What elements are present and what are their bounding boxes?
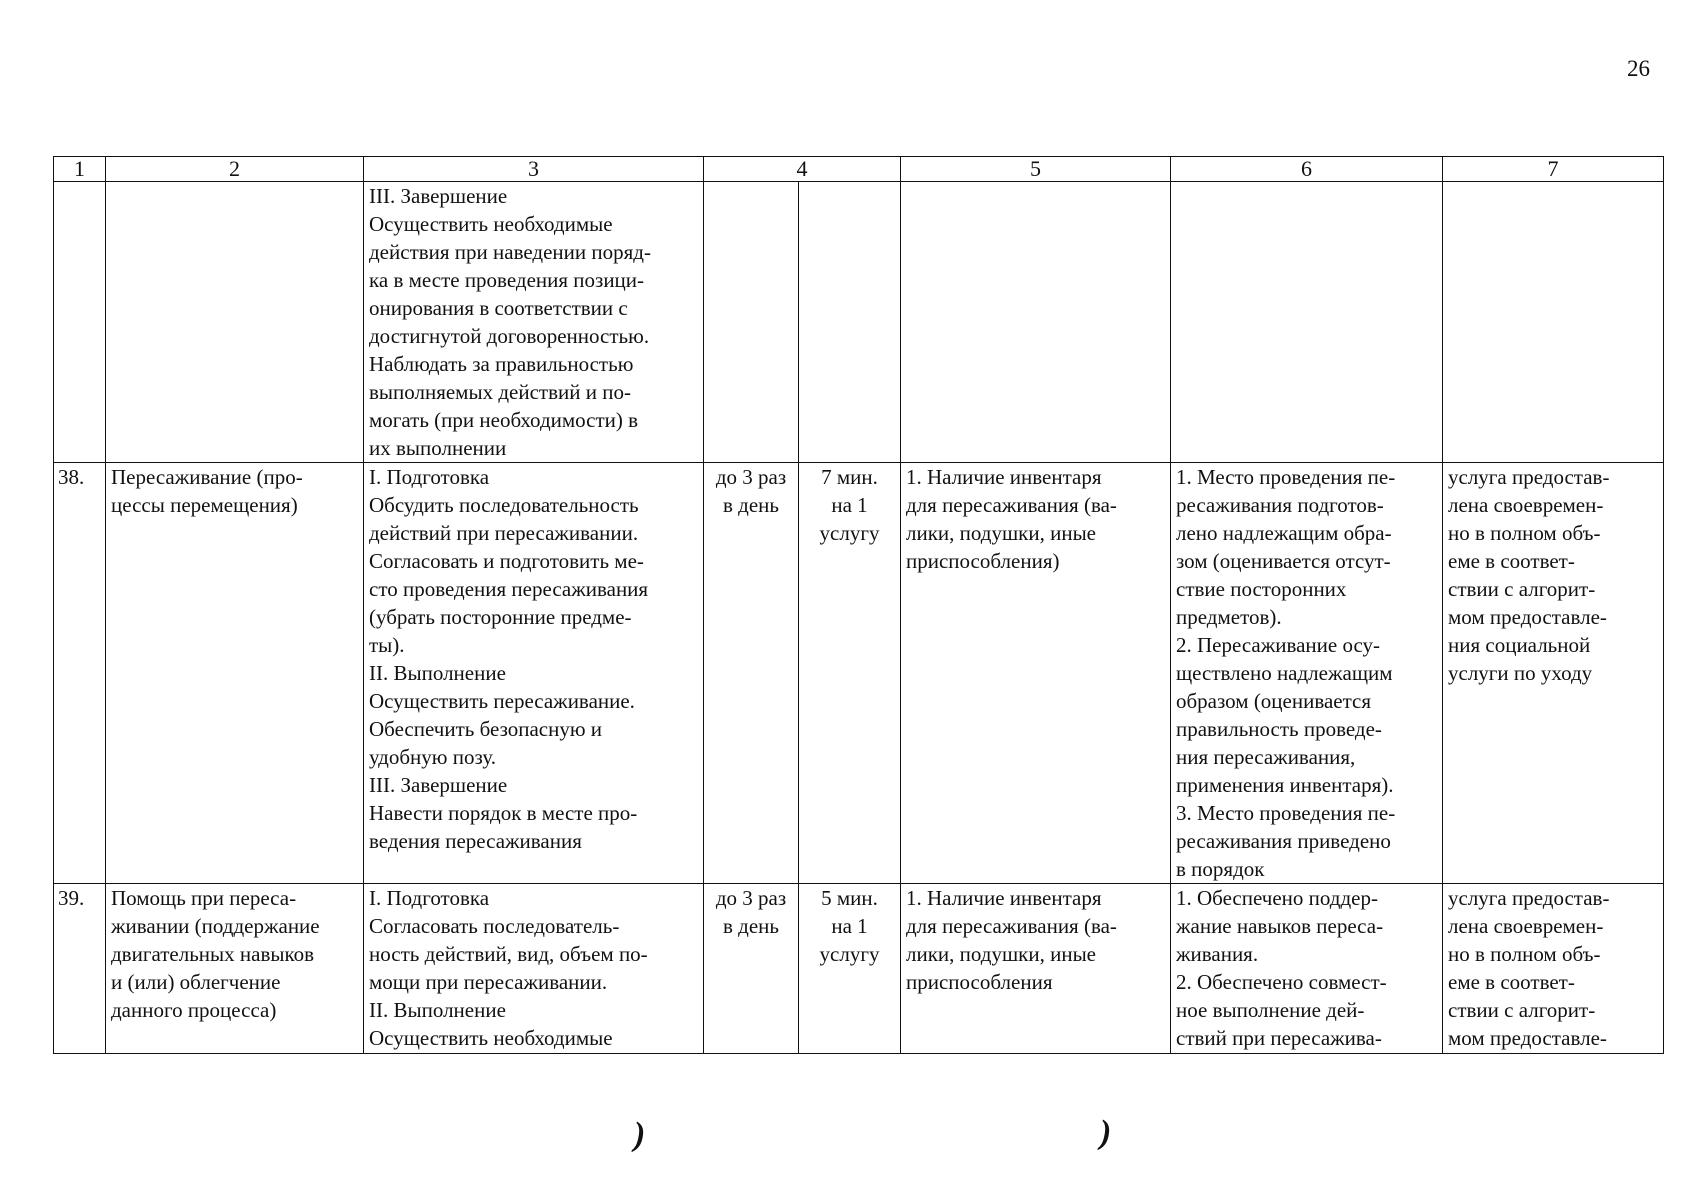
- cell-text-line: живания.: [1176, 942, 1259, 966]
- cell-text-line: на 1: [831, 914, 868, 938]
- cell-text-line: еме в соответ-: [1448, 970, 1575, 994]
- results-cell: [1171, 884, 1443, 1054]
- cell-text-line: для пересаживания (ва-: [906, 914, 1117, 938]
- row-number-cell: 39.: [54, 884, 106, 1054]
- header-col-3: 3: [364, 157, 704, 182]
- cell-text-line: на 1: [831, 493, 868, 517]
- page-number: 26: [1627, 56, 1650, 81]
- cell-text-line: мом предоставле-: [1448, 605, 1607, 629]
- service-actions-cell: [364, 884, 704, 1054]
- service-name-cell: [106, 463, 364, 884]
- cell-text-line: ствий при пересажива-: [1176, 1026, 1382, 1050]
- cell-text-line: I. Подготовка: [369, 465, 490, 489]
- cell-text-line: Обсудить последовательность: [369, 493, 639, 517]
- header-col-1: 1: [54, 157, 106, 182]
- cell-text-line: приспособления: [906, 970, 1053, 994]
- time-norm-cell: [799, 182, 901, 463]
- header-col-7: 7: [1443, 157, 1664, 182]
- frequency-cell: [704, 884, 799, 1054]
- conditions-cell: [901, 884, 1171, 1054]
- cell-text-line: 2. Обеспечено совмест-: [1176, 970, 1387, 994]
- cell-text-line: сто проведения пересаживания: [369, 577, 649, 601]
- cell-text-line: достигнутой договоренностью.: [369, 324, 650, 348]
- cell-text-line: применения инвентаря).: [1176, 773, 1394, 797]
- evaluation-cell: [1443, 884, 1664, 1054]
- cell-text-line: Обеспечить безопасную и: [369, 717, 603, 741]
- cell-text-line: лики, подушки, иные: [906, 942, 1096, 966]
- row-number-cell: 38.: [54, 463, 106, 884]
- cell-text-line: услугу: [819, 942, 880, 966]
- table-row: [54, 182, 1664, 463]
- cell-text-line: данного процесса): [111, 998, 277, 1022]
- cell-text-line: ствие посторонних: [1176, 577, 1347, 601]
- cell-text-line: их выполнении: [369, 436, 507, 460]
- cell-text-line: 1. Место проведения пе-: [1176, 465, 1396, 489]
- evaluation-cell: [1443, 182, 1664, 463]
- cell-text-line: услугу: [819, 521, 880, 545]
- time-norm-cell: [799, 463, 901, 884]
- cell-text-line: мощи при пересаживании.: [369, 970, 608, 994]
- cell-text-line: но в полном объ-: [1448, 942, 1601, 966]
- services-table: [53, 156, 1664, 1054]
- cell-text-line: правильность проведе-: [1176, 717, 1382, 741]
- cell-text-line: и (или) облегчение: [111, 970, 281, 994]
- conditions-cell: [901, 182, 1171, 463]
- cell-text-line: лена своевремен-: [1448, 493, 1604, 517]
- cell-text-line: (убрать посторонние предме-: [369, 605, 632, 629]
- service-name-cell: [106, 182, 364, 463]
- cell-text-line: 7 мин.: [821, 465, 878, 489]
- cell-text-line: удобную позу.: [369, 745, 496, 769]
- table-row: [54, 884, 1664, 1054]
- cell-text-line: в день: [723, 493, 779, 517]
- cell-text-line: действия при наведении поряд-: [369, 240, 651, 264]
- cell-text-line: предметов).: [1176, 605, 1282, 629]
- cell-text-line: II. Выполнение: [369, 661, 506, 685]
- cell-text-line: Пересаживание (про-: [111, 465, 303, 489]
- cell-text-line: ствии с алгорит-: [1448, 577, 1596, 601]
- cell-text-line: образом (оценивается: [1176, 689, 1372, 713]
- cell-text-line: действий при пересаживании.: [369, 521, 639, 545]
- cell-text-line: зом (оценивается отсут-: [1176, 549, 1391, 573]
- frequency-cell: [704, 463, 799, 884]
- evaluation-cell: [1443, 463, 1664, 884]
- handwritten-mark: ): [1100, 1114, 1112, 1151]
- cell-text-line: Помощь при переса-: [111, 886, 297, 910]
- cell-text-line: I. Подготовка: [369, 886, 490, 910]
- cell-text-line: Осуществить необходимые: [369, 212, 613, 236]
- cell-text-line: Наблюдать за правильностью: [369, 352, 634, 376]
- cell-text-line: приспособления): [906, 549, 1060, 573]
- cell-text-line: 3. Место проведения пе-: [1176, 801, 1396, 825]
- handwritten-mark: ): [634, 1116, 646, 1153]
- cell-text-line: Осуществить пересаживание.: [369, 689, 635, 713]
- cell-text-line: в день: [723, 914, 779, 938]
- header-col-4: 4: [704, 157, 901, 182]
- header-col-6: 6: [1171, 157, 1443, 182]
- cell-text-line: двигательных навыков: [111, 942, 315, 966]
- cell-text-line: лено надлежащим обра-: [1176, 521, 1392, 545]
- cell-text-line: 1. Обеспечено поддер-: [1176, 886, 1378, 910]
- cell-text-line: 5 мин.: [821, 886, 878, 910]
- cell-text-line: еме в соответ-: [1448, 549, 1575, 573]
- cell-text-line: мом предоставле-: [1448, 1026, 1607, 1050]
- cell-text-line: живании (поддержание: [111, 914, 320, 938]
- table-row: [54, 463, 1664, 884]
- header-row: [54, 157, 1664, 182]
- cell-text-line: услуга предостав-: [1448, 886, 1610, 910]
- cell-text-line: II. Выполнение: [369, 998, 506, 1022]
- cell-text-line: ка в месте проведения позици-: [369, 268, 645, 292]
- cell-text-line: жание навыков переса-: [1176, 914, 1384, 938]
- cell-text-line: ществлено надлежащим: [1176, 661, 1393, 685]
- cell-text-line: для пересаживания (ва-: [906, 493, 1117, 517]
- row-number-cell: [54, 182, 106, 463]
- conditions-cell: [901, 463, 1171, 884]
- cell-text-line: лена своевремен-: [1448, 914, 1604, 938]
- cell-text-line: ты).: [369, 633, 405, 657]
- cell-text-line: ресаживания приведено: [1176, 829, 1391, 853]
- cell-text-line: но в полном объ-: [1448, 521, 1601, 545]
- cell-text-line: до 3 раз: [715, 886, 787, 910]
- cell-text-line: цессы перемещения): [111, 493, 298, 517]
- cell-text-line: ное выполнение дей-: [1176, 998, 1365, 1022]
- cell-text-line: Согласовать последователь-: [369, 914, 620, 938]
- cell-text-line: в порядок: [1176, 857, 1265, 881]
- cell-text-line: 1. Наличие инвентаря: [906, 886, 1102, 910]
- cell-text-line: ресаживания подготов-: [1176, 493, 1384, 517]
- cell-text-line: услуга предостав-: [1448, 465, 1610, 489]
- cell-text-line: лики, подушки, иные: [906, 521, 1096, 545]
- results-cell: [1171, 463, 1443, 884]
- cell-text-line: ния пересаживания,: [1176, 745, 1356, 769]
- table-body: [54, 182, 1664, 1054]
- results-cell: [1171, 182, 1443, 463]
- time-norm-cell: [799, 884, 901, 1054]
- frequency-cell: [704, 182, 799, 463]
- service-actions-cell: [364, 182, 704, 463]
- cell-text-line: 1. Наличие инвентаря: [906, 465, 1102, 489]
- cell-text-line: ния социальной: [1448, 633, 1591, 657]
- cell-text-line: III. Завершение: [369, 184, 508, 208]
- service-actions-cell: [364, 463, 704, 884]
- cell-text-line: Согласовать и подготовить ме-: [369, 549, 644, 573]
- cell-text-line: выполняемых действий и по-: [369, 380, 631, 404]
- header-col-2: 2: [106, 157, 364, 182]
- cell-text-line: III. Завершение: [369, 773, 508, 797]
- header-col-5: 5: [901, 157, 1171, 182]
- cell-text-line: онирования в соответствии с: [369, 296, 628, 320]
- cell-text-line: ведения пересаживания: [369, 829, 582, 853]
- cell-text-line: до 3 раз: [715, 465, 787, 489]
- cell-text-line: 2. Пересаживание осу-: [1176, 633, 1381, 657]
- cell-text-line: ствии с алгорит-: [1448, 998, 1596, 1022]
- cell-text-line: услуги по уходу: [1448, 661, 1593, 685]
- service-name-cell: [106, 884, 364, 1054]
- cell-text-line: Навести порядок в месте про-: [369, 801, 638, 825]
- cell-text-line: Осуществить необходимые: [369, 1026, 613, 1050]
- cell-text-line: ность действий, вид, объем по-: [369, 942, 648, 966]
- cell-text-line: могать (при необходимости) в: [369, 408, 639, 432]
